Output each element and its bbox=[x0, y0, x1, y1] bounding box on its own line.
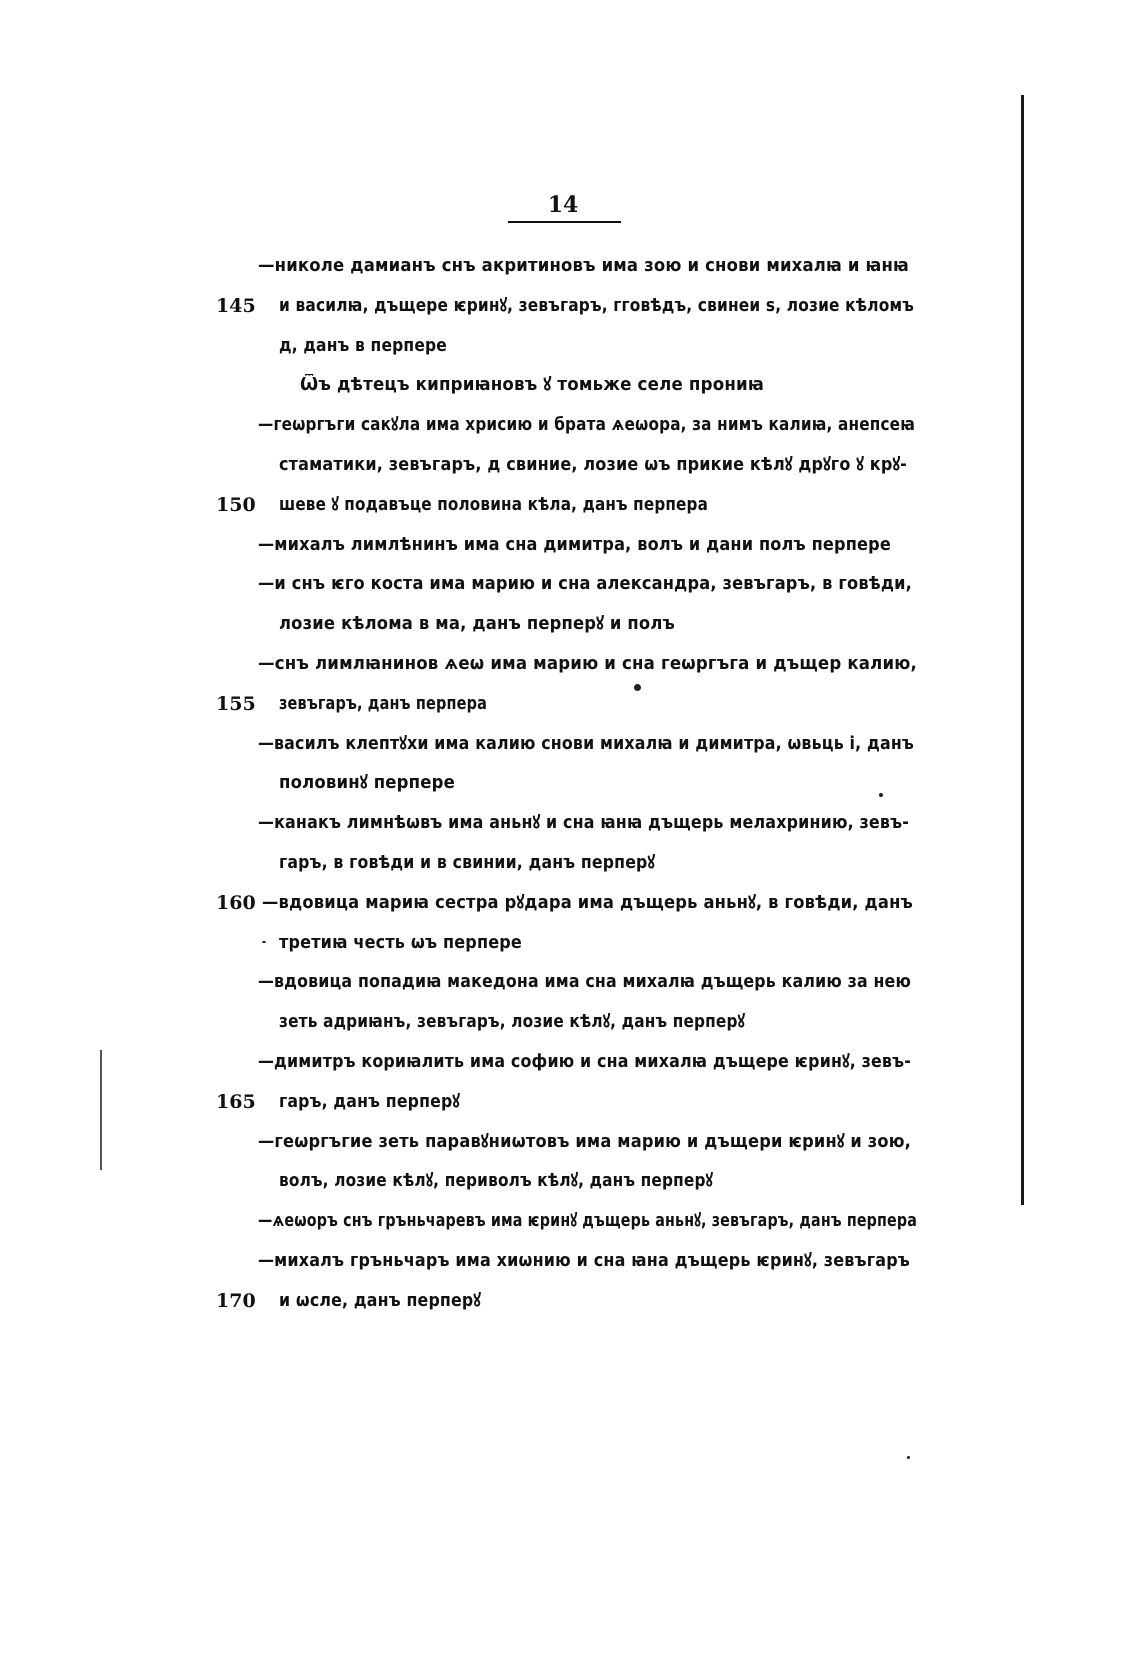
text-line bbox=[0, 444, 1140, 486]
text-line bbox=[0, 1001, 1140, 1043]
line-text: —ѧеѡоръ снъ гръньчаревъ има ѥринꙋ дъщерь аньнꙋ, зевъгаръ, данъ перпера bbox=[258, 1210, 917, 1232]
scan-speck bbox=[907, 1456, 910, 1459]
line-text: —и снъ ѥго коста има марию и сна александра, зевъгаръ, в говѣди, bbox=[258, 573, 912, 595]
line-text: —михалъ лимлѣнинъ има сна димитра, волъ и дани полъ перпере bbox=[258, 533, 891, 555]
line-number: 170 bbox=[216, 1289, 256, 1312]
text-line bbox=[0, 922, 1140, 964]
text-line bbox=[0, 1160, 1140, 1202]
text-line bbox=[0, 961, 1140, 1003]
page-number-underline bbox=[508, 221, 621, 223]
text-line bbox=[0, 1280, 1140, 1322]
line-number: 145 bbox=[216, 294, 256, 317]
text-line bbox=[0, 842, 1140, 884]
line-text: шеве ꙋ подавъце половина кѣла, данъ перпера bbox=[279, 493, 708, 515]
line-number: 150 bbox=[216, 493, 256, 516]
text-line bbox=[0, 524, 1140, 566]
line-text: —николе дамианъ снъ акритиновъ има зою и снови михалꙗ и ꙗнꙗ bbox=[258, 255, 909, 276]
scan-speck bbox=[262, 941, 266, 943]
line-text: волъ, лозие кѣлꙋ, периволъ кѣлꙋ, данъ перперꙋ bbox=[279, 1170, 713, 1192]
line-text: стаматики, зевъгаръ, д свиние, лозие ѡъ прикие кѣлꙋ дрꙋго ꙋ крꙋ- bbox=[279, 454, 907, 475]
text-line bbox=[0, 1240, 1140, 1282]
text-line bbox=[0, 723, 1140, 765]
line-text: гаръ, в говѣди и в свинии, данъ перперꙋ bbox=[279, 852, 655, 873]
line-text: зеть адриꙗнъ, зевъгаръ, лозие кѣлꙋ, данъ перперꙋ bbox=[279, 1011, 745, 1033]
scan-speck bbox=[879, 793, 883, 797]
page-number: 14 bbox=[547, 192, 579, 218]
text-line bbox=[0, 484, 1140, 526]
line-text: —михалъ гръньчаръ има хиѡнию и сна ꙗна дъщерь ѥринꙋ, зевъгаръ bbox=[258, 1250, 910, 1271]
text-line bbox=[0, 563, 1140, 605]
line-text: лозие кѣлома в ма, данъ перперꙋ и полъ bbox=[279, 613, 675, 635]
text-line bbox=[0, 1200, 1140, 1242]
line-text: половинꙋ перпере bbox=[279, 772, 455, 794]
line-text: и василꙗ, дъщере ѥринꙋ, зевъгаръ, гговѣдъ, свинеи ѕ, лозие кѣломъ bbox=[279, 294, 914, 316]
line-number: 165 bbox=[216, 1090, 256, 1113]
text-line bbox=[0, 245, 1140, 287]
line-text: —канакъ лимнѣѡвъ има аньнꙋ и сна ꙗнꙗ дъщерь мелахринию, зевъ- bbox=[258, 812, 909, 834]
line-text: —вдовица попадиꙗ македона има сна михалꙗ дъщерь калию за нею bbox=[258, 971, 911, 993]
line-text: третиꙗ честь ѡъ перпере bbox=[279, 931, 522, 953]
text-line bbox=[0, 1121, 1140, 1163]
line-text: зевъгаръ, данъ перпера bbox=[279, 692, 487, 714]
line-text: —димитръ кориꙗлить има софию и сна михалꙗ дъщере ѥринꙋ, зевъ- bbox=[258, 1051, 911, 1072]
line-number: 155 bbox=[216, 692, 256, 715]
text-line bbox=[0, 1081, 1140, 1123]
text-line bbox=[0, 762, 1140, 804]
text-line bbox=[0, 603, 1140, 645]
text-line bbox=[0, 802, 1140, 844]
line-number: 160 bbox=[216, 891, 256, 914]
line-text: гаръ, данъ перперꙋ bbox=[279, 1090, 460, 1112]
line-text: —геѡргъги сакꙋла има хрисию и брата ѧеѡора, за нимъ калиꙗ, анепсеꙗ bbox=[258, 414, 915, 436]
line-text: —вдовица мариꙗ сестра рꙋдара има дъщерь аньнꙋ, в говѣди, данъ bbox=[262, 891, 913, 913]
text-line bbox=[0, 325, 1140, 367]
text-line bbox=[0, 882, 1140, 924]
line-text: —василъ клептꙋхи има калию снови михалꙗ и димитра, ѡвьць і, данъ bbox=[258, 732, 914, 754]
line-text: —геѡргъгие зеть паравꙋниѡтовъ има марию и дъщери ѥринꙋ и зою, bbox=[258, 1130, 911, 1152]
line-text: и ѡсле, данъ перперꙋ bbox=[279, 1289, 481, 1311]
text-line bbox=[0, 364, 1140, 406]
text-line bbox=[0, 404, 1140, 446]
line-text: д, данъ в перпере bbox=[279, 334, 447, 356]
text-line bbox=[0, 683, 1140, 725]
line-text: —снъ лимлꙗнинов ѧеѡ има марию и сна геѡргъга и дъщер калию, bbox=[258, 653, 917, 674]
text-line bbox=[0, 643, 1140, 685]
line-text: Ѿъ дѣтецъ киприꙗновъ ꙋ томьже селе прониꙗ bbox=[300, 374, 764, 396]
scan-speck bbox=[634, 684, 641, 691]
text-line bbox=[0, 285, 1140, 327]
text-line bbox=[0, 1041, 1140, 1083]
